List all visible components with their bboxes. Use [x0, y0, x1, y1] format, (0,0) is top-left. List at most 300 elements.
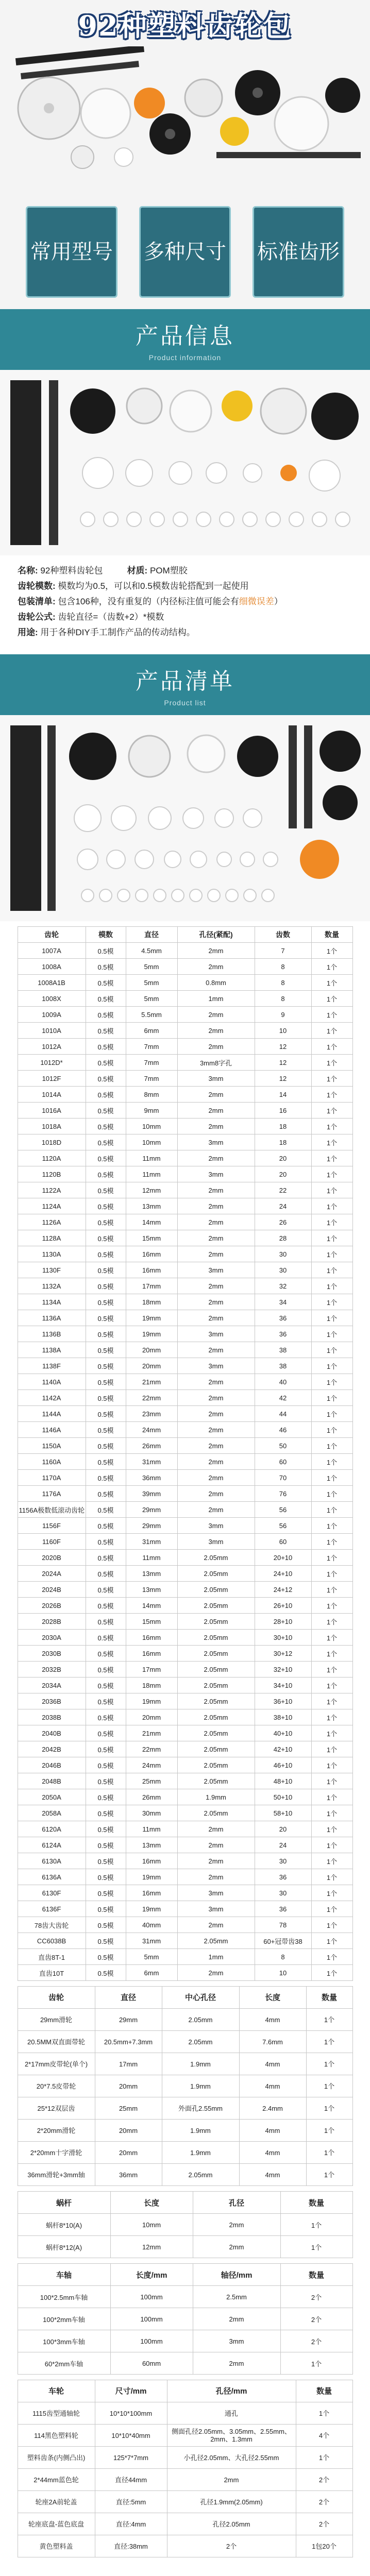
table-cell: CC6038B [18, 1933, 86, 1949]
table-cell: 侧面孔径2.05mm、3.05mm、2.55mm、2mm、1.3mm [167, 2425, 296, 2447]
table-cell: 3mm [177, 1901, 255, 1917]
table-cell: 1个 [311, 1949, 352, 1965]
table-cell: 58+10 [255, 1805, 311, 1821]
table-cell: 3mm [177, 1134, 255, 1150]
table-cell: 20.5MM双直面带轮 [18, 2031, 95, 2053]
table-cell: 3mm [177, 1534, 255, 1550]
table-cell: 1个 [311, 1182, 352, 1198]
table-cell: 1个 [311, 1486, 352, 1502]
table-cell: 0.5模 [86, 1789, 126, 1805]
gear-row [18, 1342, 352, 1358]
table-cell: 1009A [18, 1007, 86, 1023]
table-cell: 1142A [18, 1390, 86, 1406]
table-cell: 20mm [126, 1709, 177, 1725]
table-cell: 3mm [177, 1326, 255, 1342]
table-cell: 12 [255, 1055, 311, 1071]
table-cell: 31mm [126, 1534, 177, 1550]
gear-row [18, 1294, 352, 1310]
table-cell: 76 [255, 1486, 311, 1502]
axle-row [18, 2330, 352, 2352]
table-cell: 38 [255, 1358, 311, 1374]
table-cell: 轮座2A前轮盖 [18, 2491, 95, 2513]
table-cell: 30 [255, 1246, 311, 1262]
table-cell: 0.5模 [86, 1646, 126, 1662]
gear-row [18, 1518, 352, 1534]
table-cell: 0.5模 [86, 1262, 126, 1278]
table-cell: 4mm [239, 2142, 306, 2164]
gear-row [18, 1805, 352, 1821]
table-cell: 60*2mm车轴 [18, 2352, 110, 2375]
gear-row [18, 943, 352, 959]
table-cell: 2mm [177, 1007, 255, 1023]
table-cell: 78 [255, 1917, 311, 1933]
table-cell: 1mm [177, 1949, 255, 1965]
table-cell: 0.5模 [86, 991, 126, 1007]
section-title-cn: 产品信息 [136, 324, 234, 349]
col-header-diameter: 直径 [126, 927, 177, 943]
table-cell: 0.5模 [86, 1693, 126, 1709]
table-cell: 38+10 [255, 1709, 311, 1725]
table-cell: 2048B [18, 1773, 86, 1789]
gear-row [18, 1853, 352, 1869]
table-cell: 2mm [177, 1278, 255, 1294]
table-cell: 14 [255, 1087, 311, 1103]
gear-row [18, 1725, 352, 1741]
table-cell: 0.5模 [86, 1039, 126, 1055]
table-cell: 100mm [110, 2308, 193, 2330]
table-cell: 0.5模 [86, 1326, 126, 1342]
table-cell: 42 [255, 1390, 311, 1406]
table-cell: 30 [255, 1885, 311, 1901]
table-cell: 0.5模 [86, 1118, 126, 1134]
table-cell: 直径:5mm [95, 2491, 167, 2513]
table-cell: 2*20mm滑轮 [18, 2120, 95, 2142]
col-header-diameter: 直径 [95, 1987, 162, 2009]
table-cell: 2.05mm [177, 1630, 255, 1646]
table-cell: 8 [255, 975, 311, 991]
gear-row [18, 1326, 352, 1342]
table-cell: 1个 [306, 2031, 352, 2053]
col-header-qty: 数量 [280, 2192, 352, 2214]
table-cell: 1个 [306, 2075, 352, 2097]
table-cell: 10 [255, 1023, 311, 1039]
table-cell: 2024B [18, 1582, 86, 1598]
table-cell: 17mm [126, 1278, 177, 1294]
col-header-bore: 孔径/mm [167, 2380, 296, 2402]
table-cell: 1个 [311, 1598, 352, 1614]
info-formula-label: 齿轮公式: [18, 612, 56, 622]
table-cell: 2mm [177, 1486, 255, 1502]
col-header-qty: 数量 [280, 2264, 352, 2286]
table-cell: 1.9mm [162, 2053, 239, 2075]
table-cell: 22mm [126, 1741, 177, 1757]
table-cell: 2mm [193, 2214, 280, 2236]
table-cell: 4mm [239, 2075, 306, 2097]
gear-row [18, 1039, 352, 1055]
col-header-qty: 数量 [311, 927, 352, 943]
table-cell: 12mm [110, 2236, 193, 2258]
table-cell: 1个 [311, 1662, 352, 1677]
info-name-value: 92种塑料齿轮包 [40, 566, 103, 575]
gear-row [18, 1933, 352, 1949]
table-cell: 20mm [126, 1358, 177, 1374]
table-cell: 0.5模 [86, 1837, 126, 1853]
table-cell: 36 [255, 1869, 311, 1885]
table-cell: 36mm [126, 1470, 177, 1486]
section-title-en: Product information [148, 353, 222, 362]
col-header-size: 尺寸/mm [95, 2380, 167, 2402]
table-cell: 20 [255, 1821, 311, 1837]
table-cell: 16mm [126, 1630, 177, 1646]
col-header-center-bore: 中心孔径 [162, 1987, 239, 2009]
table-cell: 4个 [296, 2425, 352, 2447]
table-cell: 1个 [311, 1166, 352, 1182]
table-cell: 30+10 [255, 1630, 311, 1646]
table-cell: 2mm [177, 1422, 255, 1438]
table-cell: 1个 [306, 2120, 352, 2142]
gear-row [18, 1965, 352, 1981]
table-cell: 2mm [177, 1502, 255, 1518]
table-cell: 0.5模 [86, 1310, 126, 1326]
table-cell: 小孔径2.05mm、大孔径2.55mm [167, 2447, 296, 2469]
table-cell: 1170A [18, 1470, 86, 1486]
table-cell: 1个 [311, 1422, 352, 1438]
info-module-row [18, 580, 352, 592]
badge-multi-size: 多种尺寸 [139, 206, 231, 298]
info-formula-row [18, 611, 352, 623]
table-cell: 2mm [177, 1438, 255, 1454]
table-cell: 1个 [311, 1518, 352, 1534]
gear-row [18, 959, 352, 975]
worm-row [18, 2214, 352, 2236]
table-cell: 0.5模 [86, 1853, 126, 1869]
table-cell: 28+10 [255, 1614, 311, 1630]
gear-row [18, 1789, 352, 1805]
table-cell: 114黑色塑料轮 [18, 2425, 95, 2447]
table-cell: 2.05mm [177, 1709, 255, 1725]
table-cell: 1个 [311, 1630, 352, 1646]
table-cell: 6136F [18, 1901, 86, 1917]
table-cell: 1个 [311, 1646, 352, 1662]
col-header-wheel: 车轮 [18, 2380, 95, 2402]
table-cell: 0.5模 [86, 1166, 126, 1182]
table-cell: 0.5模 [86, 1757, 126, 1773]
table-cell: 0.5模 [86, 1773, 126, 1789]
table-cell: 黄色塑料盖 [18, 2535, 95, 2557]
table-cell: 2mm [193, 2308, 280, 2330]
wheel-row [18, 2513, 352, 2535]
info-name-row [18, 565, 352, 577]
table-cell: 4mm [239, 2009, 306, 2031]
table-cell: 1160A [18, 1454, 86, 1470]
table-cell: 7.6mm [239, 2031, 306, 2053]
table-cell: 1008A [18, 959, 86, 975]
table-cell: 1个 [311, 959, 352, 975]
table-cell: 1个 [306, 2053, 352, 2075]
table-cell: 2mm [177, 1869, 255, 1885]
table-cell: 通孔 [167, 2402, 296, 2425]
table-cell: 24 [255, 1837, 311, 1853]
gear-row [18, 1438, 352, 1454]
table-cell: 3mm [177, 1358, 255, 1374]
table-cell: 24 [255, 1198, 311, 1214]
product-photo-1 [0, 370, 370, 555]
table-cell: 2mm [177, 1118, 255, 1134]
table-cell: 18 [255, 1134, 311, 1150]
gear-row [18, 991, 352, 1007]
feature-badges [0, 206, 370, 298]
axle-spec-table [18, 2263, 353, 2375]
table-cell: 0.5模 [86, 943, 126, 959]
table-cell: 直径:4mm [95, 2513, 167, 2535]
gear-row [18, 1837, 352, 1853]
table-cell: 1个 [280, 2236, 352, 2258]
table-cell: 28 [255, 1230, 311, 1246]
table-cell: 20+10 [255, 1550, 311, 1566]
table-cell: 1138F [18, 1358, 86, 1374]
table-cell: 1个 [311, 1246, 352, 1262]
col-header-axle-diameter: 轴径/mm [193, 2264, 280, 2286]
table-cell: 3mm [193, 2330, 280, 2352]
table-cell: 1120B [18, 1166, 86, 1182]
table-cell: 直径44mm [95, 2469, 167, 2491]
table-cell: 1144A [18, 1406, 86, 1422]
table-cell: 7 [255, 943, 311, 959]
info-use-value: 用于各种DIY手工制作产品的传动结构。 [40, 628, 195, 637]
gear-row [18, 1709, 352, 1725]
gear-row [18, 1869, 352, 1885]
table-cell: 孔径2.05mm [167, 2513, 296, 2535]
table-cell: 48+10 [255, 1773, 311, 1789]
table-cell: 100mm [110, 2330, 193, 2352]
table-cell: 0.8mm [177, 975, 255, 991]
list-title-en: Product list [164, 699, 206, 707]
gear-row [18, 1007, 352, 1023]
table-cell: 23mm [126, 1406, 177, 1422]
table-cell: 0.5模 [86, 1518, 126, 1534]
table-cell: 0.5模 [86, 959, 126, 975]
table-cell: 2mm [177, 1837, 255, 1853]
gear-row [18, 1071, 352, 1087]
gear-row [18, 1502, 352, 1518]
gear-row [18, 1214, 352, 1230]
table-cell: 2mm [177, 1039, 255, 1055]
table-cell: 29mm滑轮 [18, 2009, 95, 2031]
table-cell: 34+10 [255, 1677, 311, 1693]
table-cell: 0.5模 [86, 1486, 126, 1502]
table-cell: 11mm [126, 1150, 177, 1166]
table-cell: 38 [255, 1342, 311, 1358]
table-cell: 39mm [126, 1486, 177, 1502]
table-cell: 7mm [126, 1055, 177, 1071]
table-cell: 100*3mm车轴 [18, 2330, 110, 2352]
table-cell: 1146A [18, 1422, 86, 1438]
table-cell: 36 [255, 1901, 311, 1917]
table-cell: 17mm [95, 2053, 162, 2075]
col-header-qty: 数量 [296, 2380, 352, 2402]
table-cell: 2mm [177, 1965, 255, 1981]
gear-row [18, 1534, 352, 1550]
table-cell: 13mm [126, 1198, 177, 1214]
table-cell: 6120A [18, 1821, 86, 1837]
table-cell: 蜗杆8*10(A) [18, 2214, 110, 2236]
table-cell: 2mm [177, 1917, 255, 1933]
pulley-row [18, 2075, 352, 2097]
table-cell: 2mm [167, 2469, 296, 2491]
table-cell: 1128A [18, 1230, 86, 1246]
table-cell: 5mm [126, 975, 177, 991]
table-cell: 2*44mm蓝色轮 [18, 2469, 95, 2491]
table-cell: 1134A [18, 1294, 86, 1310]
table-cell: 1个 [311, 991, 352, 1007]
table-cell: 1124A [18, 1198, 86, 1214]
table-cell: 60 [255, 1534, 311, 1550]
table-cell: 2mm [177, 1150, 255, 1166]
col-header-bore: 孔径(紧配) [177, 927, 255, 943]
table-cell: 1018D [18, 1134, 86, 1150]
table-cell: 0.5模 [86, 1246, 126, 1262]
table-cell: 0.5模 [86, 1087, 126, 1103]
table-cell: 2mm [177, 1023, 255, 1039]
table-cell: 24mm [126, 1757, 177, 1773]
table-cell: 30mm [126, 1805, 177, 1821]
table-cell: 36 [255, 1310, 311, 1326]
table-cell: 6mm [126, 1023, 177, 1039]
table-cell: 2058A [18, 1805, 86, 1821]
table-cell: 11mm [126, 1821, 177, 1837]
table-cell: 1个 [311, 1310, 352, 1326]
table-cell: 44 [255, 1406, 311, 1422]
table-cell: 2040B [18, 1725, 86, 1741]
gear-row [18, 1262, 352, 1278]
table-cell: 20 [255, 1150, 311, 1166]
table-cell: 0.5模 [86, 1103, 126, 1118]
table-cell: 0.5模 [86, 1869, 126, 1885]
table-cell: 1个 [311, 1150, 352, 1166]
table-cell: 1个 [311, 1087, 352, 1103]
table-cell: 6mm [126, 1965, 177, 1981]
col-header-bore: 孔径 [193, 2192, 280, 2214]
col-header-length: 长度 [239, 1987, 306, 2009]
table-cell: 直齿8T-1 [18, 1949, 86, 1965]
table-cell: 30+12 [255, 1646, 311, 1662]
gear-row [18, 1374, 352, 1390]
info-use-label: 用途: [18, 628, 38, 637]
table-cell: 10*10*100mm [95, 2402, 167, 2425]
col-header-gear: 齿轮 [18, 1987, 95, 2009]
table-cell: 2mm [177, 1198, 255, 1214]
gear-row [18, 1598, 352, 1614]
table-cell: 1160F [18, 1534, 86, 1550]
table-cell: 0.5模 [86, 1454, 126, 1470]
table-cell: 2036B [18, 1693, 86, 1709]
product-list-header [0, 654, 370, 715]
info-content-highlight: 细微误差 [239, 597, 274, 606]
table-cell: 56 [255, 1502, 311, 1518]
table-cell: 34 [255, 1294, 311, 1310]
table-cell: 10mm [126, 1118, 177, 1134]
table-cell: 0.5模 [86, 1150, 126, 1166]
table-cell: 29mm [126, 1502, 177, 1518]
table-cell: 1个 [311, 1214, 352, 1230]
gear-row [18, 1246, 352, 1262]
table-cell: 1132A [18, 1278, 86, 1294]
table-cell: 直齿10T [18, 1965, 86, 1981]
table-cell: 1个 [311, 1693, 352, 1709]
table-cell: 0.5模 [86, 1358, 126, 1374]
gear-row [18, 1741, 352, 1757]
table-cell: 0.5模 [86, 1741, 126, 1757]
table-cell: 1个 [311, 1390, 352, 1406]
table-cell: 2mm [177, 1087, 255, 1103]
table-cell: 1个 [311, 1805, 352, 1821]
table-cell: 1个 [296, 2447, 352, 2469]
table-cell: 2个 [167, 2535, 296, 2557]
table-cell: 18mm [126, 1294, 177, 1310]
table-cell: 36mm滑轮+3mm轴 [18, 2164, 95, 2186]
gear-row [18, 1486, 352, 1502]
table-cell: 2.05mm [177, 1662, 255, 1677]
table-cell: 10*10*40mm [95, 2425, 167, 2447]
table-cell: 2030A [18, 1630, 86, 1646]
gear-row [18, 1278, 352, 1294]
gear-row [18, 1103, 352, 1118]
table-cell: 0.5模 [86, 1214, 126, 1230]
gear-row [18, 1422, 352, 1438]
table-cell: 2.05mm [177, 1741, 255, 1757]
table-cell: 31mm [126, 1454, 177, 1470]
table-cell: 1个 [311, 1326, 352, 1342]
table-cell: 2mm [177, 1821, 255, 1837]
col-header-length: 长度/mm [110, 2264, 193, 2286]
table-cell: 0.5模 [86, 1885, 126, 1901]
table-cell: 3mm8字孔 [177, 1055, 255, 1071]
table-cell: 2mm [177, 1182, 255, 1198]
badge-standard-tooth: 标准齿形 [253, 206, 344, 298]
wheel-spec-table [18, 2380, 353, 2557]
table-cell: 1个 [311, 1278, 352, 1294]
table-cell: 1个 [311, 1534, 352, 1550]
table-cell: 1个 [311, 1550, 352, 1566]
info-content-value-end: ） [274, 597, 283, 606]
gear-row [18, 1917, 352, 1933]
table-cell: 2个 [280, 2308, 352, 2330]
table-cell: 2个 [296, 2491, 352, 2513]
table-cell: 1mm [177, 991, 255, 1007]
table-cell: 1个 [311, 1741, 352, 1757]
table-cell: 18mm [126, 1677, 177, 1693]
table-cell: 30 [255, 1262, 311, 1278]
table-cell: 7mm [126, 1071, 177, 1087]
table-cell: 0.5模 [86, 1502, 126, 1518]
table-cell: 0.5模 [86, 1470, 126, 1486]
pulley-row [18, 2053, 352, 2075]
table-cell: 13mm [126, 1582, 177, 1598]
table-cell: 0.5模 [86, 1598, 126, 1614]
gear-row [18, 1646, 352, 1662]
table-cell: 2.05mm [177, 1725, 255, 1741]
table-cell: 16mm [126, 1646, 177, 1662]
axle-table-header-row [18, 2264, 352, 2286]
table-cell: 12 [255, 1071, 311, 1087]
gear-row [18, 1230, 352, 1246]
hero-title: 92种塑料齿轮包 [78, 9, 292, 42]
table-cell: 0.5模 [86, 1374, 126, 1390]
col-header-teeth: 齿数 [255, 927, 311, 943]
wheel-row [18, 2491, 352, 2513]
table-cell: 1个 [280, 2214, 352, 2236]
table-cell: 46+10 [255, 1757, 311, 1773]
